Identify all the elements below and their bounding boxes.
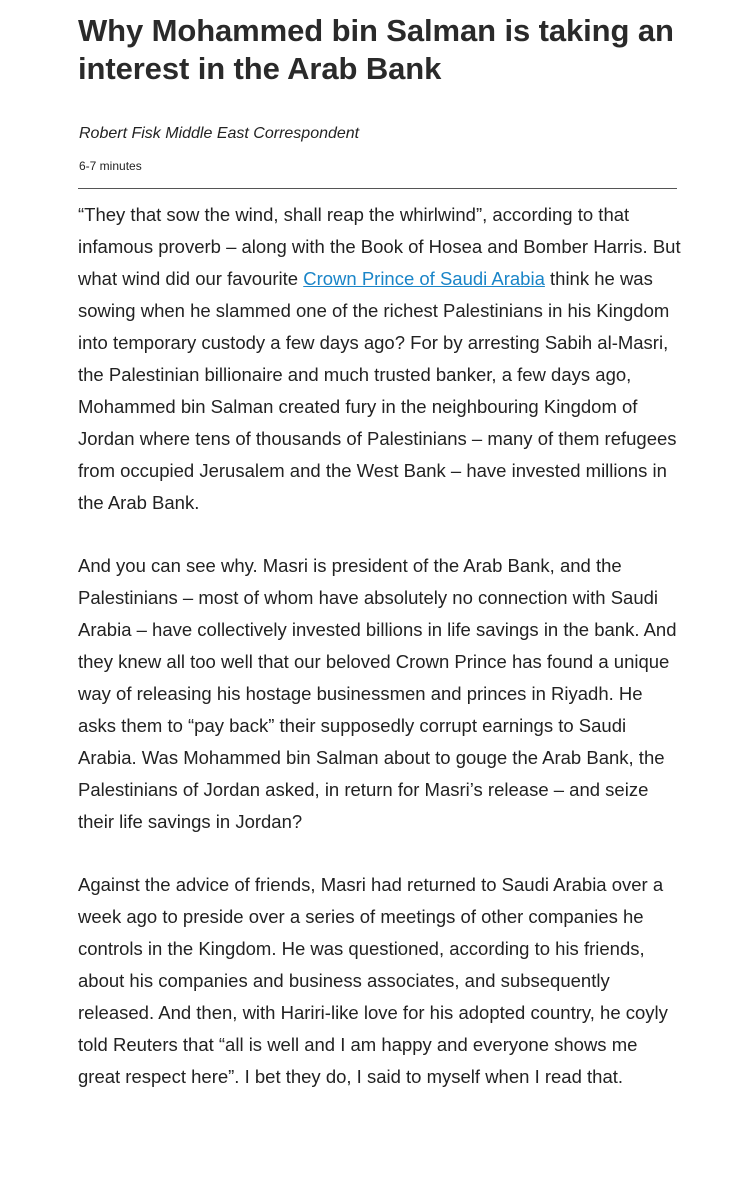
- paragraph-3: Against the advice of friends, Masri had returned to Saudi Arabia over a week ago to preside over a series of meetings of other companies he controls in the Kingdom. He was questioned, according to his friends, about his companies and business associates, and subsequently released. And then, with Hariri-like love for his adopted country, he coyly told Reuters that “all is well and I am happy and everyone shows me great respect here”. I bet they do, I said to myself when I read that.: [78, 874, 668, 1087]
- header-divider: [78, 188, 677, 189]
- author-byline: Robert Fisk Middle East Correspondent: [79, 125, 360, 142]
- reading-time: 6-7 minutes: [79, 159, 142, 173]
- crown-prince-link[interactable]: Crown Prince of Saudi Arabia: [303, 268, 545, 289]
- paragraph-1: [78, 199, 683, 519]
- article-body: [78, 199, 683, 1124]
- paragraph-1-text-before: “They that sow the wind, shall reap the whirlwind”, according to that infamous proverb – along with the Book of Hosea and Bomber Harris. But what wind did our favourite: [78, 204, 681, 289]
- paragraph-1-text-after: think he was sowing when he slammed one of the richest Palestinians in his Kingdom into temporary custody a few days ago? For by arresting Sabih al-Masri, the Palestinian billionaire and much trusted banker, a few days ago, Mohammed bin Salman created fury in the neighbouring Kingdom of Jordan where tens of thousands of Palestinians – many of them refugees from occupied Jerusalem and the West Bank – have invested millions in the Arab Bank.: [78, 268, 677, 513]
- article-title: Why Mohammed bin Salman is taking an interest in the Arab Bank: [78, 13, 674, 86]
- paragraph-2: And you can see why. Masri is president of the Arab Bank, and the Palestinians – most of whom have absolutely no connection with Saudi Arabia – have collectively invested billions in life savings in the bank. And they knew all too well that our beloved Crown Prince has found a unique way of releasing his hostage businessmen and princes in Riyadh. He asks them to “pay back” their supposedly corrupt earnings to Saudi Arabia. Was Mohammed bin Salman about to gouge the Arab Bank, the Palestinians of Jordan asked, in return for Masri’s release – and seize their life savings in Jordan?: [78, 555, 677, 832]
